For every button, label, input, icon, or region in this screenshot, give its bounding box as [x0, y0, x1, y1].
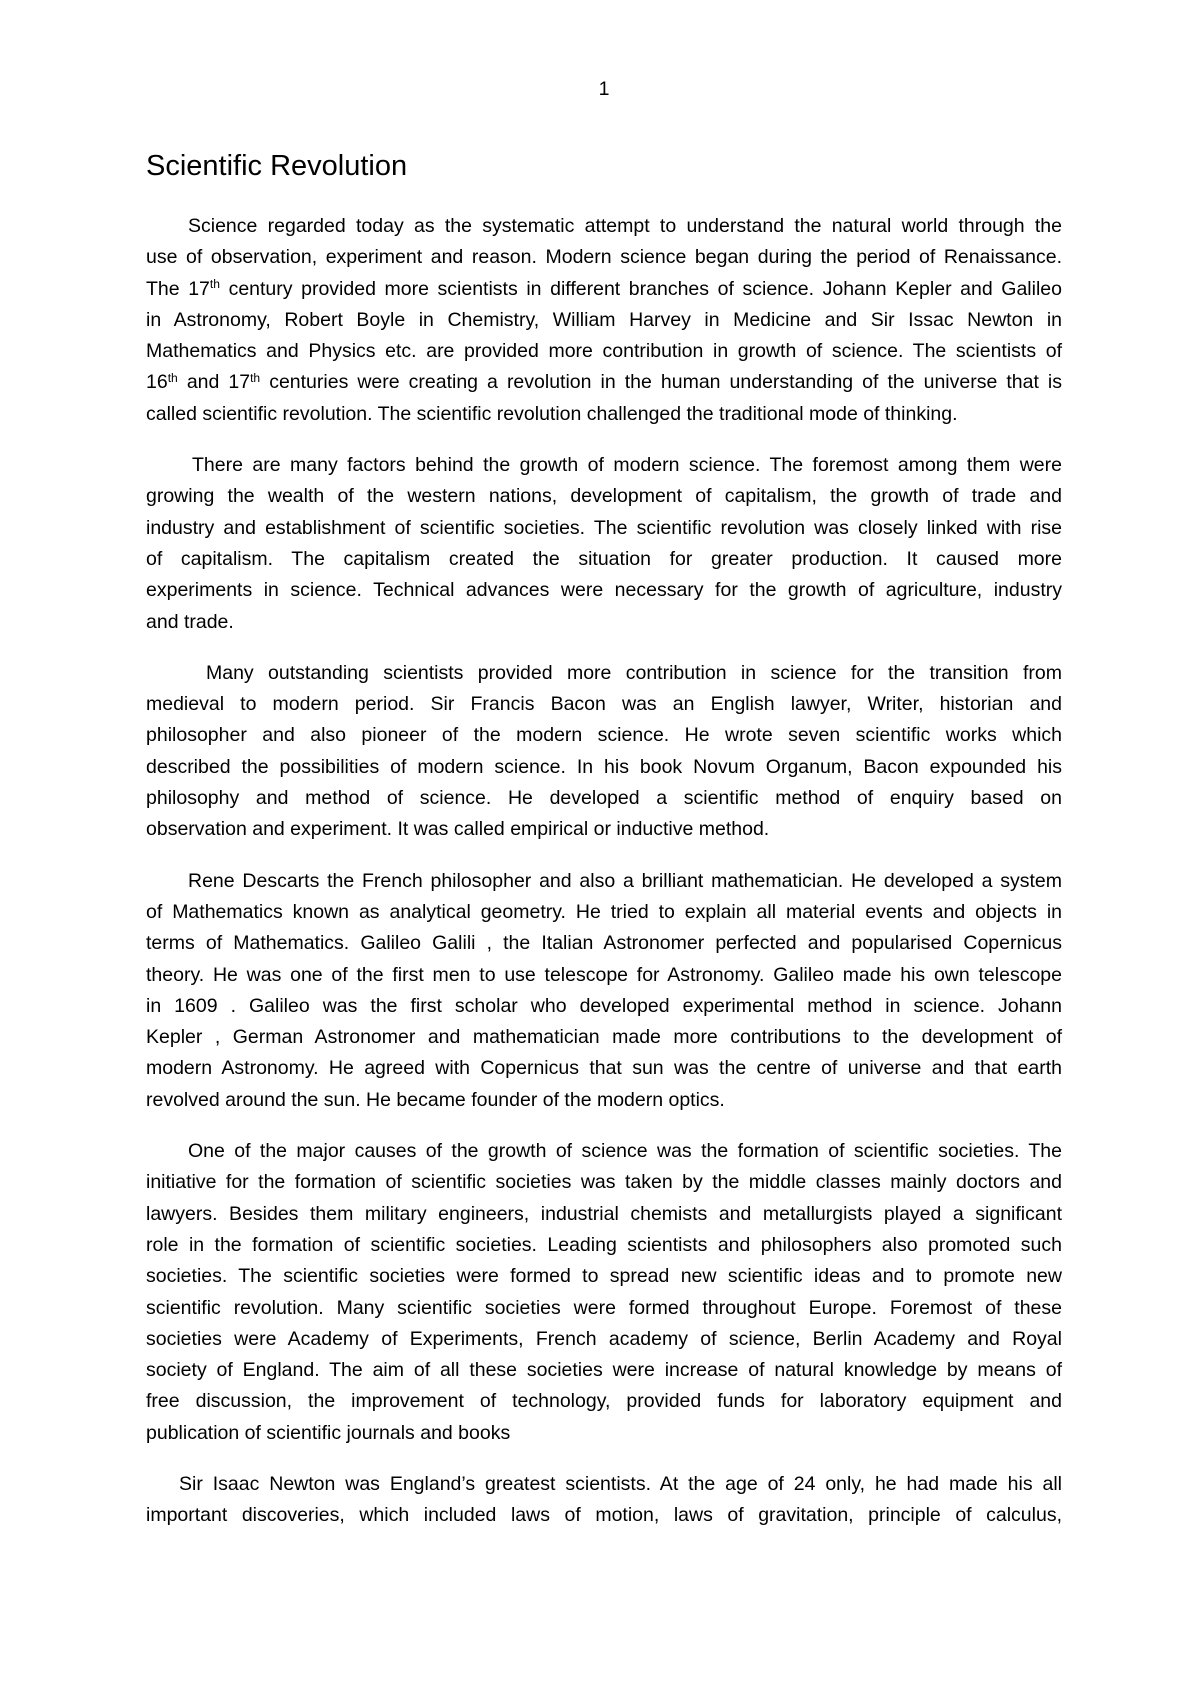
text-line: lawyers. Besides them military engineers, industrial chemists and metallurgists played a significant	[146, 1202, 1062, 1225]
text-line: medieval to modern period. Sir Francis Bacon was an English lawyer, Writer, historian and	[146, 693, 1062, 716]
text-line: terms of Mathematics. Galileo Galili , the Italian Astronomer perfected and popularised Copernicus	[146, 932, 1062, 955]
document-title: Scientific Revolution	[146, 150, 408, 182]
text-line: philosophy and method of science. He developed a scientific method of enquiry based on	[146, 787, 1062, 810]
text-line: societies. The scientific societies were formed to spread new scientific ideas and to promote new	[146, 1265, 1062, 1288]
text-line: modern Astronomy. He agreed with Copernicus that sun was the centre of universe and that earth	[146, 1057, 1062, 1080]
text-line: observation and experiment. It was called empirical or inductive method.	[146, 818, 770, 841]
text-line	[146, 367, 1062, 398]
text-line: societies were Academy of Experiments, French academy of science, Berlin Academy and Royal	[146, 1327, 1062, 1350]
text-line: described the possibilities of modern science. In his book Novum Organum, Bacon expounded his	[146, 755, 1062, 778]
text-segment: 16	[146, 371, 168, 394]
text-line: scientific revolution. Many scientific societies were formed throughout Europe. Foremost of these	[146, 1296, 1062, 1319]
text-line: society of England. The aim of all these societies were increase of natural knowledge by means of	[146, 1359, 1062, 1382]
paragraph	[146, 1469, 1062, 1532]
text-line: experiments in science. Technical advances were necessary for the growth of agriculture, industry	[146, 579, 1062, 602]
paragraph	[146, 1136, 1062, 1449]
text-line: initiative for the formation of scientific societies was taken by the middle classes mainly doctors and	[146, 1171, 1062, 1194]
text-line: Kepler , German Astronomer and mathematician made more contributions to the development of	[146, 1026, 1062, 1049]
superscript: th	[209, 276, 220, 291]
superscript: th	[167, 370, 178, 385]
text-line: revolved around the sun. He became founder of the modern optics.	[146, 1088, 725, 1111]
text-segment: and 17	[177, 371, 251, 394]
text-line: use of observation, experiment and reason. Modern science began during the period of Renaissance.	[146, 246, 1062, 269]
text-line: important discoveries, which included laws of motion, laws of gravitation, principle of calculus,	[146, 1504, 1062, 1527]
text-segment: century provided more scientists in different branches of science. Johann Kepler and Galileo	[219, 277, 1062, 300]
text-line: Sir Isaac Newton was England’s greatest scientists. At the age of 24 only, he had made his all	[179, 1472, 1062, 1495]
text-line: and trade.	[146, 610, 234, 633]
text-line: publication of scientific journals and books	[146, 1421, 511, 1444]
text-line: One of the major causes of the growth of science was the formation of scientific societies. The	[188, 1140, 1062, 1163]
page-number: 1	[598, 78, 610, 100]
paragraph	[146, 450, 1062, 638]
text-line: called scientific revolution. The scientific revolution challenged the traditional mode of thinking.	[146, 402, 958, 425]
text-line: philosopher and also pioneer of the modern science. He wrote seven scientific works which	[146, 724, 1062, 747]
text-line: Rene Descarts the French philosopher and also a brilliant mathematician. He developed a system	[188, 869, 1062, 892]
text-line: Many outstanding scientists provided more contribution in science for the transition from	[206, 661, 1062, 684]
text-line: growing the wealth of the western nations, development of capitalism, the growth of trade and	[146, 485, 1062, 508]
text-line: free discussion, the improvement of technology, provided funds for laboratory equipment and	[146, 1390, 1062, 1413]
paragraph	[146, 866, 1062, 1116]
paragraph	[146, 211, 1062, 430]
text-line: Science regarded today as the systematic attempt to understand the natural world through the	[188, 215, 1062, 237]
text-line	[146, 274, 1062, 305]
paragraph	[146, 658, 1062, 846]
text-line: Mathematics and Physics etc. are provided more contribution in growth of science. The scientists of	[146, 340, 1062, 363]
text-line: in 1609 . Galileo was the first scholar who developed experimental method in science. Johann	[146, 994, 1062, 1017]
text-line: role in the formation of scientific societies. Leading scientists and philosophers also promoted such	[146, 1233, 1062, 1256]
text-line: in Astronomy, Robert Boyle in Chemistry, William Harvey in Medicine and Sir Issac Newton in	[146, 308, 1062, 331]
text-line: theory. He was one of the first men to use telescope for Astronomy. Galileo made his own telescope	[146, 963, 1062, 986]
text-line: There are many factors behind the growth of modern science. The foremost among them were	[192, 454, 1062, 477]
text-line: industry and establishment of scientific societies. The scientific revolution was closely linked with rise	[146, 516, 1062, 539]
text-segment: The 17	[146, 277, 210, 300]
text-line: of capitalism. The capitalism created the situation for greater production. It caused more	[146, 547, 1062, 570]
document-body	[146, 211, 1062, 1552]
superscript: th	[250, 370, 261, 385]
text-segment: centuries were creating a revolution in the human understanding of the universe that is	[260, 371, 1062, 394]
text-line: of Mathematics known as analytical geometry. He tried to explain all material events and objects in	[146, 900, 1062, 923]
